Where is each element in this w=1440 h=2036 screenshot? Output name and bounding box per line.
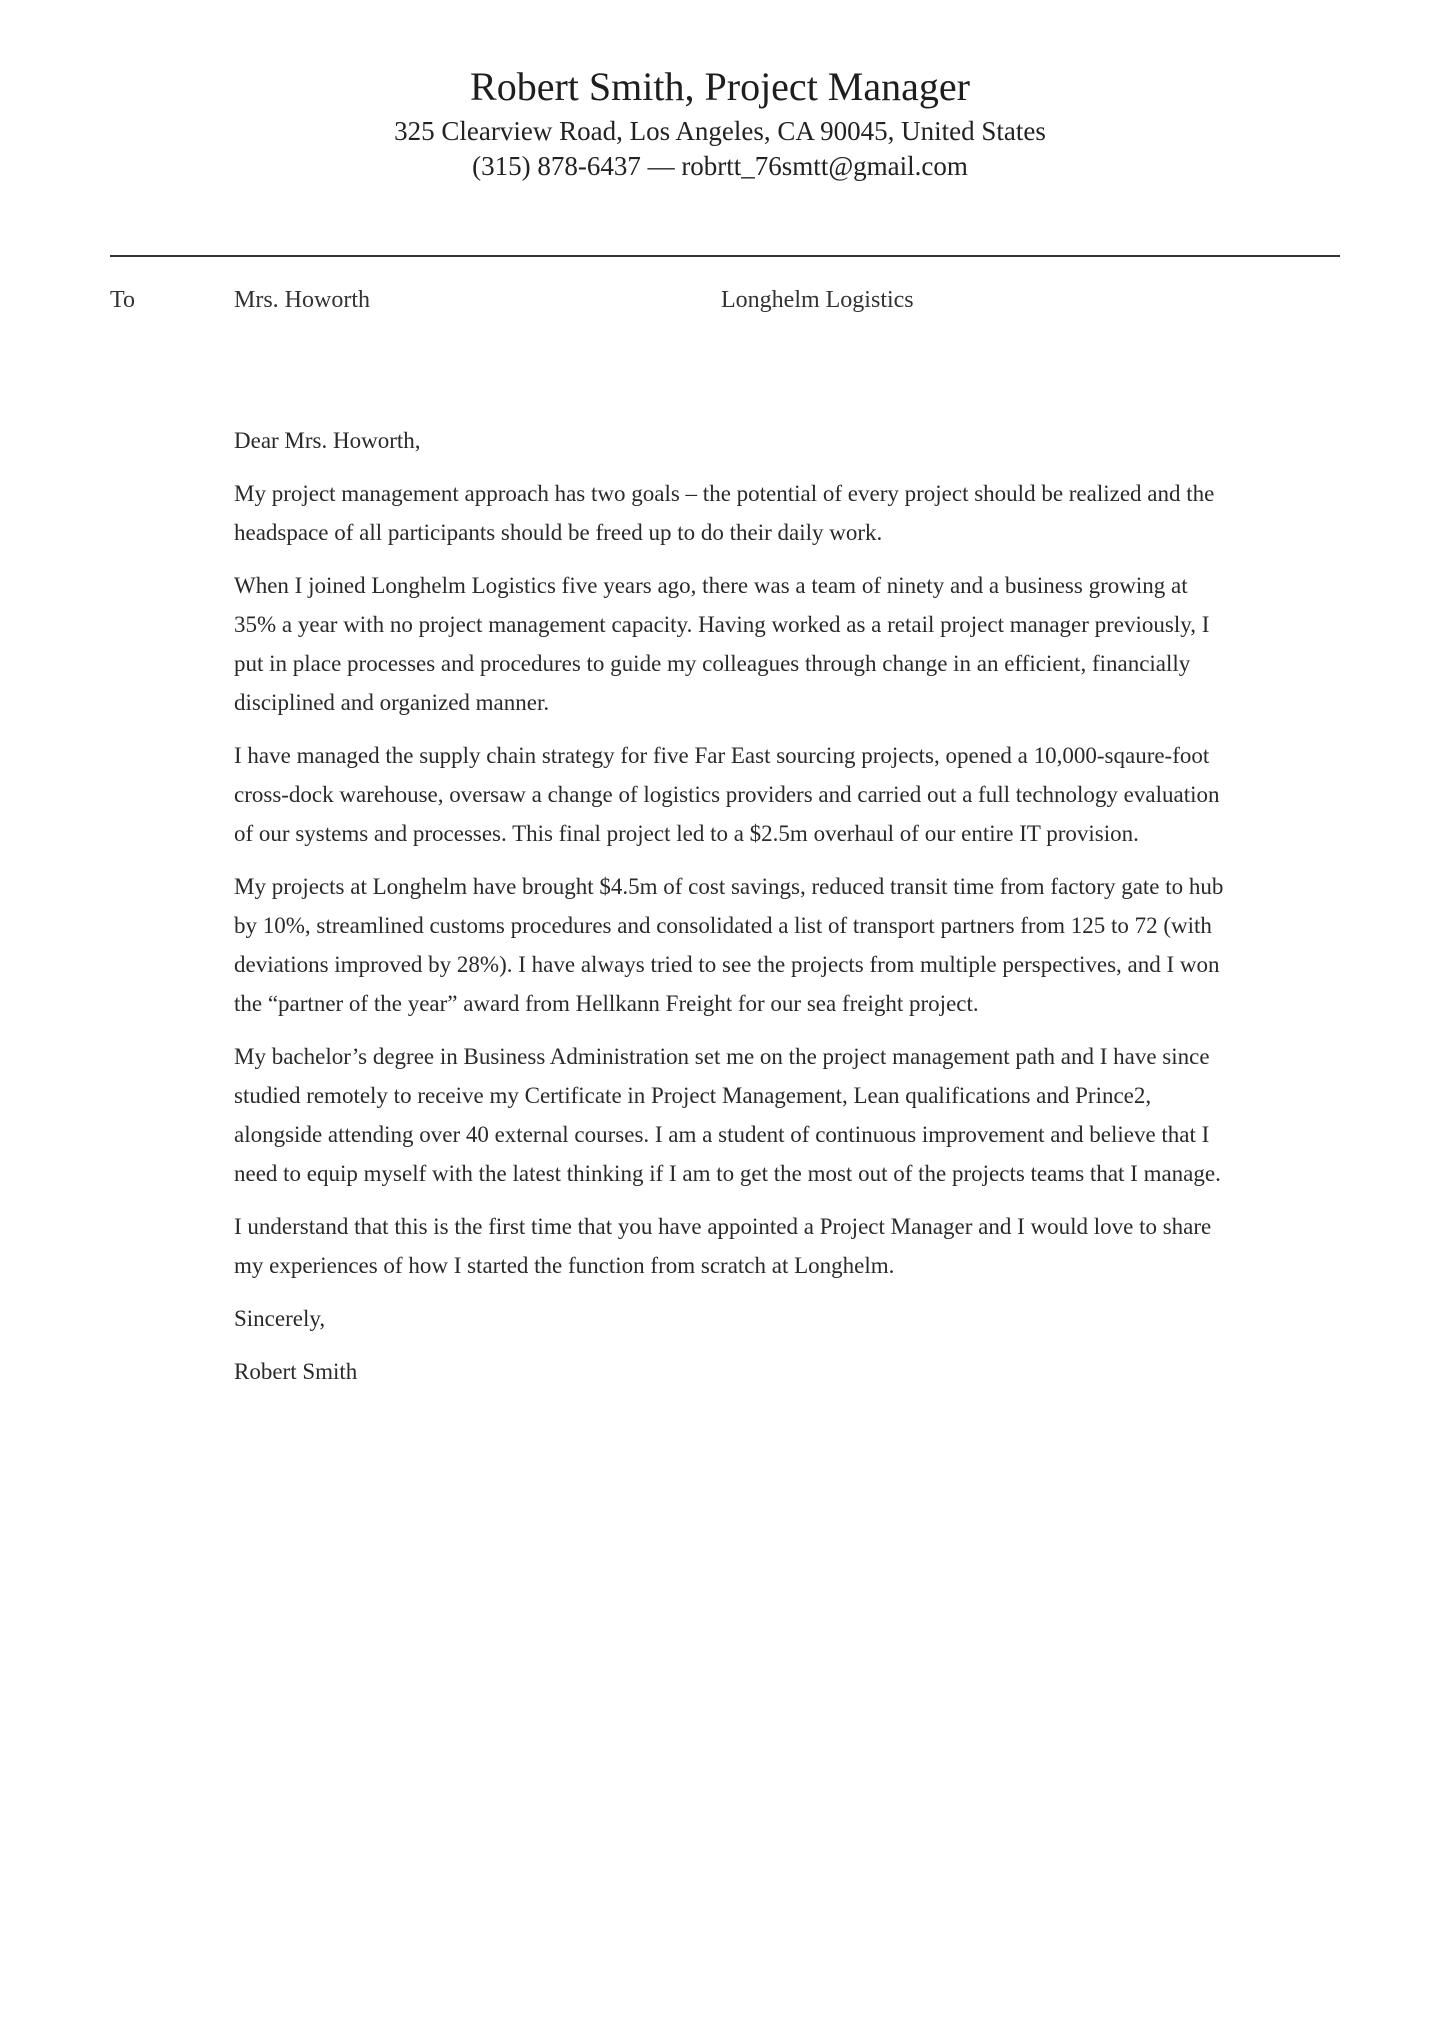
header-divider xyxy=(110,255,1340,257)
to-label: To xyxy=(110,287,135,313)
body-paragraph: When I joined Longhelm Logistics five years ago, there was a team of ninety and a business growing at 35% a year with no project management capacity. Having worked as a retail project manager previously, I put in place processes and procedures to guide my colleagues through change in an efficient, financially disciplined and organized manner. xyxy=(234,573,1210,715)
salutation: Dear Mrs. Howorth, xyxy=(234,428,421,453)
address-line: 325 Clearview Road, Los Angeles, CA 90045, United States xyxy=(394,116,1046,146)
name-title: Robert Smith, Project Manager xyxy=(470,64,970,109)
body-paragraph: I understand that this is the first time that you have appointed a Project Manager and I would love to share my experiences of how I started the function from scratch at Longhelm. xyxy=(234,1214,1212,1278)
recipient-row xyxy=(0,284,1440,316)
phone-email-line: (315) 878-6437 — robrtt_76smtt@gmail.com xyxy=(472,151,968,181)
signature: Robert Smith xyxy=(234,1359,358,1384)
body-paragraph: My project management approach has two goals – the potential of every project should be realized and the headspace of all participants should be freed up to do their daily work. xyxy=(234,481,1215,545)
letter-body xyxy=(234,421,1234,1405)
closing: Sincerely, xyxy=(234,1306,326,1331)
recipient-company: Longhelm Logistics xyxy=(721,287,914,313)
letter-header xyxy=(0,60,1440,184)
body-paragraph: My bachelor’s degree in Business Administration set me on the project management path and I have since studied remotely to receive my Certificate in Project Management, Lean qualifications and Prince2, alongside attending over 40 external courses. I am a student of continuous improvement and believe that I need to equip myself with the latest thinking if I am to get the most out of the projects teams that I manage. xyxy=(234,1044,1221,1186)
body-paragraph: I have managed the supply chain strategy for five Far East sourcing projects, opened a 10,000-sqaure-foot cross-dock warehouse, oversaw a change of logistics providers and carried out a full technology evaluation of our systems and processes. This final project led to a $2.5m overhaul of our entire IT provision. xyxy=(234,743,1220,846)
recipient-name: Mrs. Howorth xyxy=(234,287,370,313)
body-paragraph: My projects at Longhelm have brought $4.5m of cost savings, reduced transit time from factory gate to hub by 10%, streamlined customs procedures and consolidated a list of transport partners from 125 to 72 (with deviations improved by 28%). I have always tried to see the projects from multiple perspectives, and I won the “partner of the year” award from Hellkann Freight for our sea freight project. xyxy=(234,874,1224,1016)
